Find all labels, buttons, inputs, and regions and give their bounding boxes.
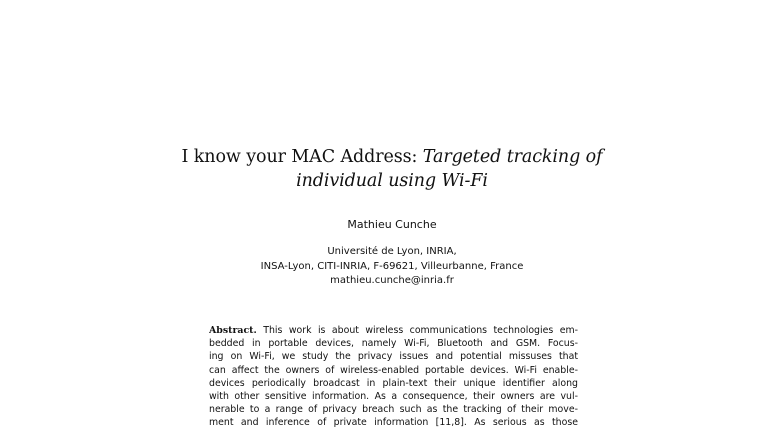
author-email: mathieu.cunche@inria.fr [330,275,454,286]
title-line-1 [92,145,692,169]
abstract-block [209,324,578,430]
affiliation-line: Université de Lyon, INRIA, [327,246,457,257]
abstract-line: can affect the owners of wireless-enabled portable devices. Wi-Fi enable- [209,364,578,376]
abstract-line: ment and inference of private information [11,8]. As serious as those [209,417,578,429]
title-italic-text: Targeted tracking of [422,147,603,167]
abstract-line: bedded in portable devices, namely Wi-Fi, Bluetooth and GSM. Focus- [209,338,578,350]
abstract-line [209,324,578,337]
abstract-line: devices periodically broadcast in plain-text their unique identifier along [209,377,578,389]
affiliation-line: INSA-Lyon, CITI-INRIA, F-69621, Villeurbanne, France [260,260,524,272]
abstract-heading: Abstract. [209,325,257,336]
affiliation-block [92,245,692,289]
abstract-text: This work is about wireless communications technologies em- [263,325,578,336]
title-plain-text: I know your MAC Address: [181,147,423,167]
abstract-line: nerable to a range of privacy breach such as the tracking of their move- [209,404,578,416]
title-line-2: individual using Wi-Fi [296,171,488,191]
abstract-line: with other sensitive information. As a consequence, their owners are vul- [209,390,578,402]
paper-title [92,145,692,193]
author-name: Mathieu Cunche [347,218,437,231]
abstract-line: ing on Wi-Fi, we study the privacy issues and potential missuses that [209,351,578,363]
